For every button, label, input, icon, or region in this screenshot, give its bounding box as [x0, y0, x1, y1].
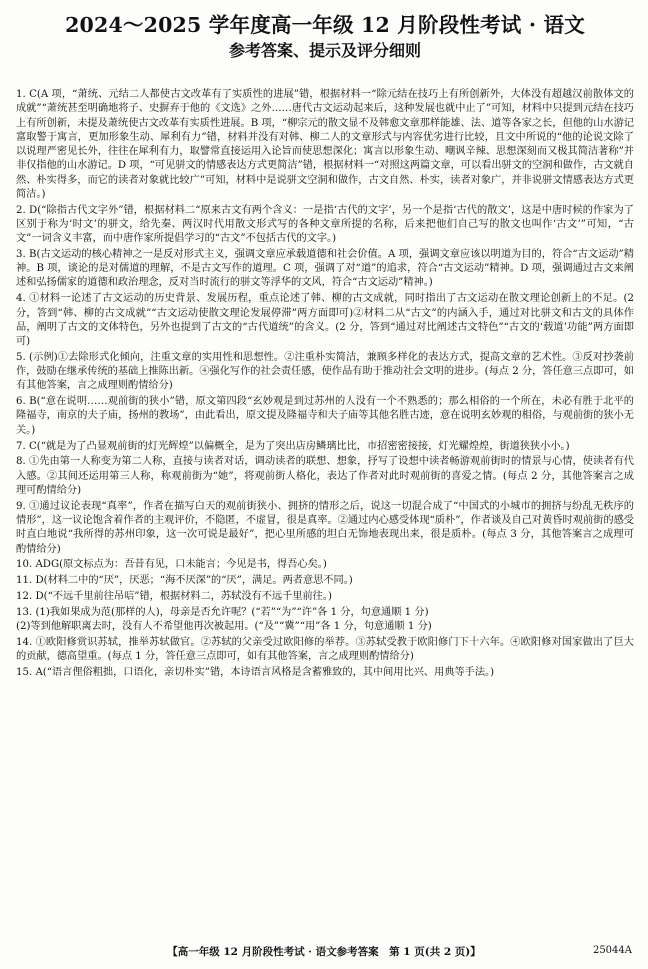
page-footer — [0, 944, 648, 959]
answer-item-13: 13. (1)我如果成为范(那样的人)，母亲是否允许呢？(“若”“为”“许”各 1 分，句意通顺 1 分) (2)等到他解职离去时，没有人不希望他再次被起用。(“及”“冀”“用”各 1 分，句意通顺 1 分) — [16, 606, 432, 633]
answer-item-11: 11. D(材料二中的“厌”，厌恶；“海不厌深”的“厌”，满足。两者意思不同。) — [16, 575, 353, 587]
answer-item-10: 10. ADG(原文标点为：吾昔有见，口未能言；今见是书，得吾心矣。) — [16, 559, 327, 571]
footer-text: 【高一年级 12 月阶段性考试 · 语文参考答案 第 1 页(共 2 页)】 — [167, 946, 481, 958]
answer-item-9: 9. ①通过议论表现“真率”，作者在描写白天的观前街狭小、拥挤的情形之后，说这一切混合成了“中国式的小城市的拥挤与纷乱无秩序的情形”，这一议论饱含着作者的主观评价，不隐匿，不虚冒，很是真率。②通过内心感受体现“质朴”，作者谈及自己对黄昏时观前街的感受时直白地说“我所得的苏州印象，这一次可说是最好”，把心里所感的坦白无饰地表现出来，很是质朴。(每点 3 分，其他答案言之成理可酌情给分) — [16, 500, 634, 555]
page-subtitle: 参考答案、提示及评分细则 — [228, 41, 421, 60]
answer-item-6: 6. B(“意在说明……观前街的狭小”错，原文第四段“玄妙观是到过苏州的人没有一个不熟悉的；那么相俗的一个所在，未必有胜于北平的隆福寺，南京的夫子庙，扬州的教场”，由此看出，原文提及隆福寺和夫子庙等其他名胜古迹，意在说明玄妙观的相俗，与观前街的狭小无关。) — [16, 396, 634, 436]
answer-item-2: 2. D(“除指古代文字外”错，根据材料二“原来古文有两个含义：一是指‘古代的文字’，另一个是指‘古代的散文’，这是中唐时候的作家为了区别于称为‘时文’的骈文，给先秦、两汉时代用散文形式写的各种文章所提的名称，后来把他们自己写的散文也叫作‘古文’”可知，“古文”一词含义丰富，而中唐作家所提倡学习的“古文”不包括古代的文字。) — [16, 204, 634, 245]
answer-item-12: 12. D(“不远千里前往吊唁”错，根据材料二，苏轼没有不远千里前往。) — [16, 591, 332, 603]
answer-item-15: 15. A(“语言俚俗粗拙，口语化，亲切朴实”错，本诗语言风格是含蓄雅致的，其中间用比兴、用典等手法。) — [16, 667, 495, 679]
answer-item-3: 3. B(古文运动的核心精神之一是反对形式主义，强调文章应承载道德和社会价值。A 项，强调文章应该以明道为目的，符合“古文运动”精神。B 项，谈论的是对儒道的理解，不是古文写作的道理。C 项，强调了对“道”的追求，符合“古文运动”精神。D 项，强调通过古文来阐述和弘扬儒家的道德和政治理念，反对当时流行的骈文等浮华的文风，符合“古文运动”精神。) — [16, 248, 634, 289]
answer-list — [16, 88, 634, 680]
answer-item-1: 1. C(A 项，“萧统、元结二人都使古文改革有了实质性的进展”错，根据材料一“除元结在技巧上有所创新外，大体没有超越汉前散体文的成就”“萧统甚至明确地将子、史摒弃于他的《文选》之外……唐代古文运动起来后，这种发展也就中止了”可知，材料中只提到元结在技巧上有所创新，未提及萧统使古文改革有实质性进展。B 项，“柳宗元的散文显不及韩愈文章那样能雄、法、道等各家之长，但他的山水游记富取警于寓言，更加形象生动、犀利有力”错，材料并没有对韩、柳二人的文章形式与内容优劣进行比较，且文中所说的“他的论说文除了以说理严密见长外，往往在犀利有力，取譬常直接运用入论旨而使思想深化；寓言以形象生动、嘲讽辛辣、思想深刻而又极其简洁著称”并非仅指他的山水游记。D 项，“可见骈文的情感表达方式更简洁”错，根据材料一“对照这两篇文章，可以看出骈文的空洞和做作，古文就自然、朴实得多，而它的读者对象就比较广”可知，材料中是说骈文空洞和做作，古文自然、朴实，读者对象广，并非说骈文情感表达方式更简洁。) — [16, 89, 634, 200]
answer-item-14: 14. ①欧阳修赏识苏轼，推举苏轼做官。②苏轼的父亲受过欧阳修的举荐。③苏轼受教于欧阳修门下十六年。④欧阳修对国家做出了巨大的贡献，德高望重。(每点 1 分，答任意三点即可，如有其他答案，言之成理则酌情给分) — [16, 636, 634, 663]
answer-item-4: 4. ①材料一论述了古文运动的历史背景、发展历程，重点论述了韩、柳的古文成就，同时指出了古文运动在散文理论创新上的不足。(2 分，答到“韩、柳的古文成就”“古文运动使散文理论发展停滞”两方面即可)②材料二从“古文”的内涵入手，通过对比骈文和古文的具体作品，阐明了古文的文体特色，另外也提到了古文的“古代道统”的含义。(2 分，答到“通过对比阐述古文特色”“古文的‘载道’功能”两方面即可) — [16, 293, 634, 348]
answer-item-8: 8. ①先由第一人称变为第二人称，直接与读者对话，调动读者的联想、想象，抒写了设想中读者畅游观前街时的情景与心情，使读者有代入感。②其间还运用第三人称，称观前街为“她”，将观前街人格化，表达了作者对此时观前街的喜爱之情。(每点 2 分，其他答案言之成理可酌情给分) — [16, 456, 634, 496]
page-title: 2024～2025 学年度高一年级 12 月阶段性考试 · 语文 — [65, 13, 585, 37]
document-code: 25044A — [592, 945, 632, 956]
answer-item-5: 5. (示例)①去除形式化倾向，注重文章的实用性和思想性。②注重朴实简洁，兼顾多样化的表达方式，提高文章的艺术性。③反对抄袭前作，鼓励在继承传统的基础上推陈出新。④强化写作的社会责任感，使作品有助于推动社会文明的进步。(每点 2 分，答任意三点即可，如有其他答案，言之成理则酌情给分) — [16, 351, 634, 392]
answer-item-7: 7. C(“就是为了凸显观前街的灯光辉煌”以偏概全，是为了突出店房鳞璃比比，市招密密接接，灯光耀煌煌，街道狭狭小小。) — [16, 440, 570, 452]
